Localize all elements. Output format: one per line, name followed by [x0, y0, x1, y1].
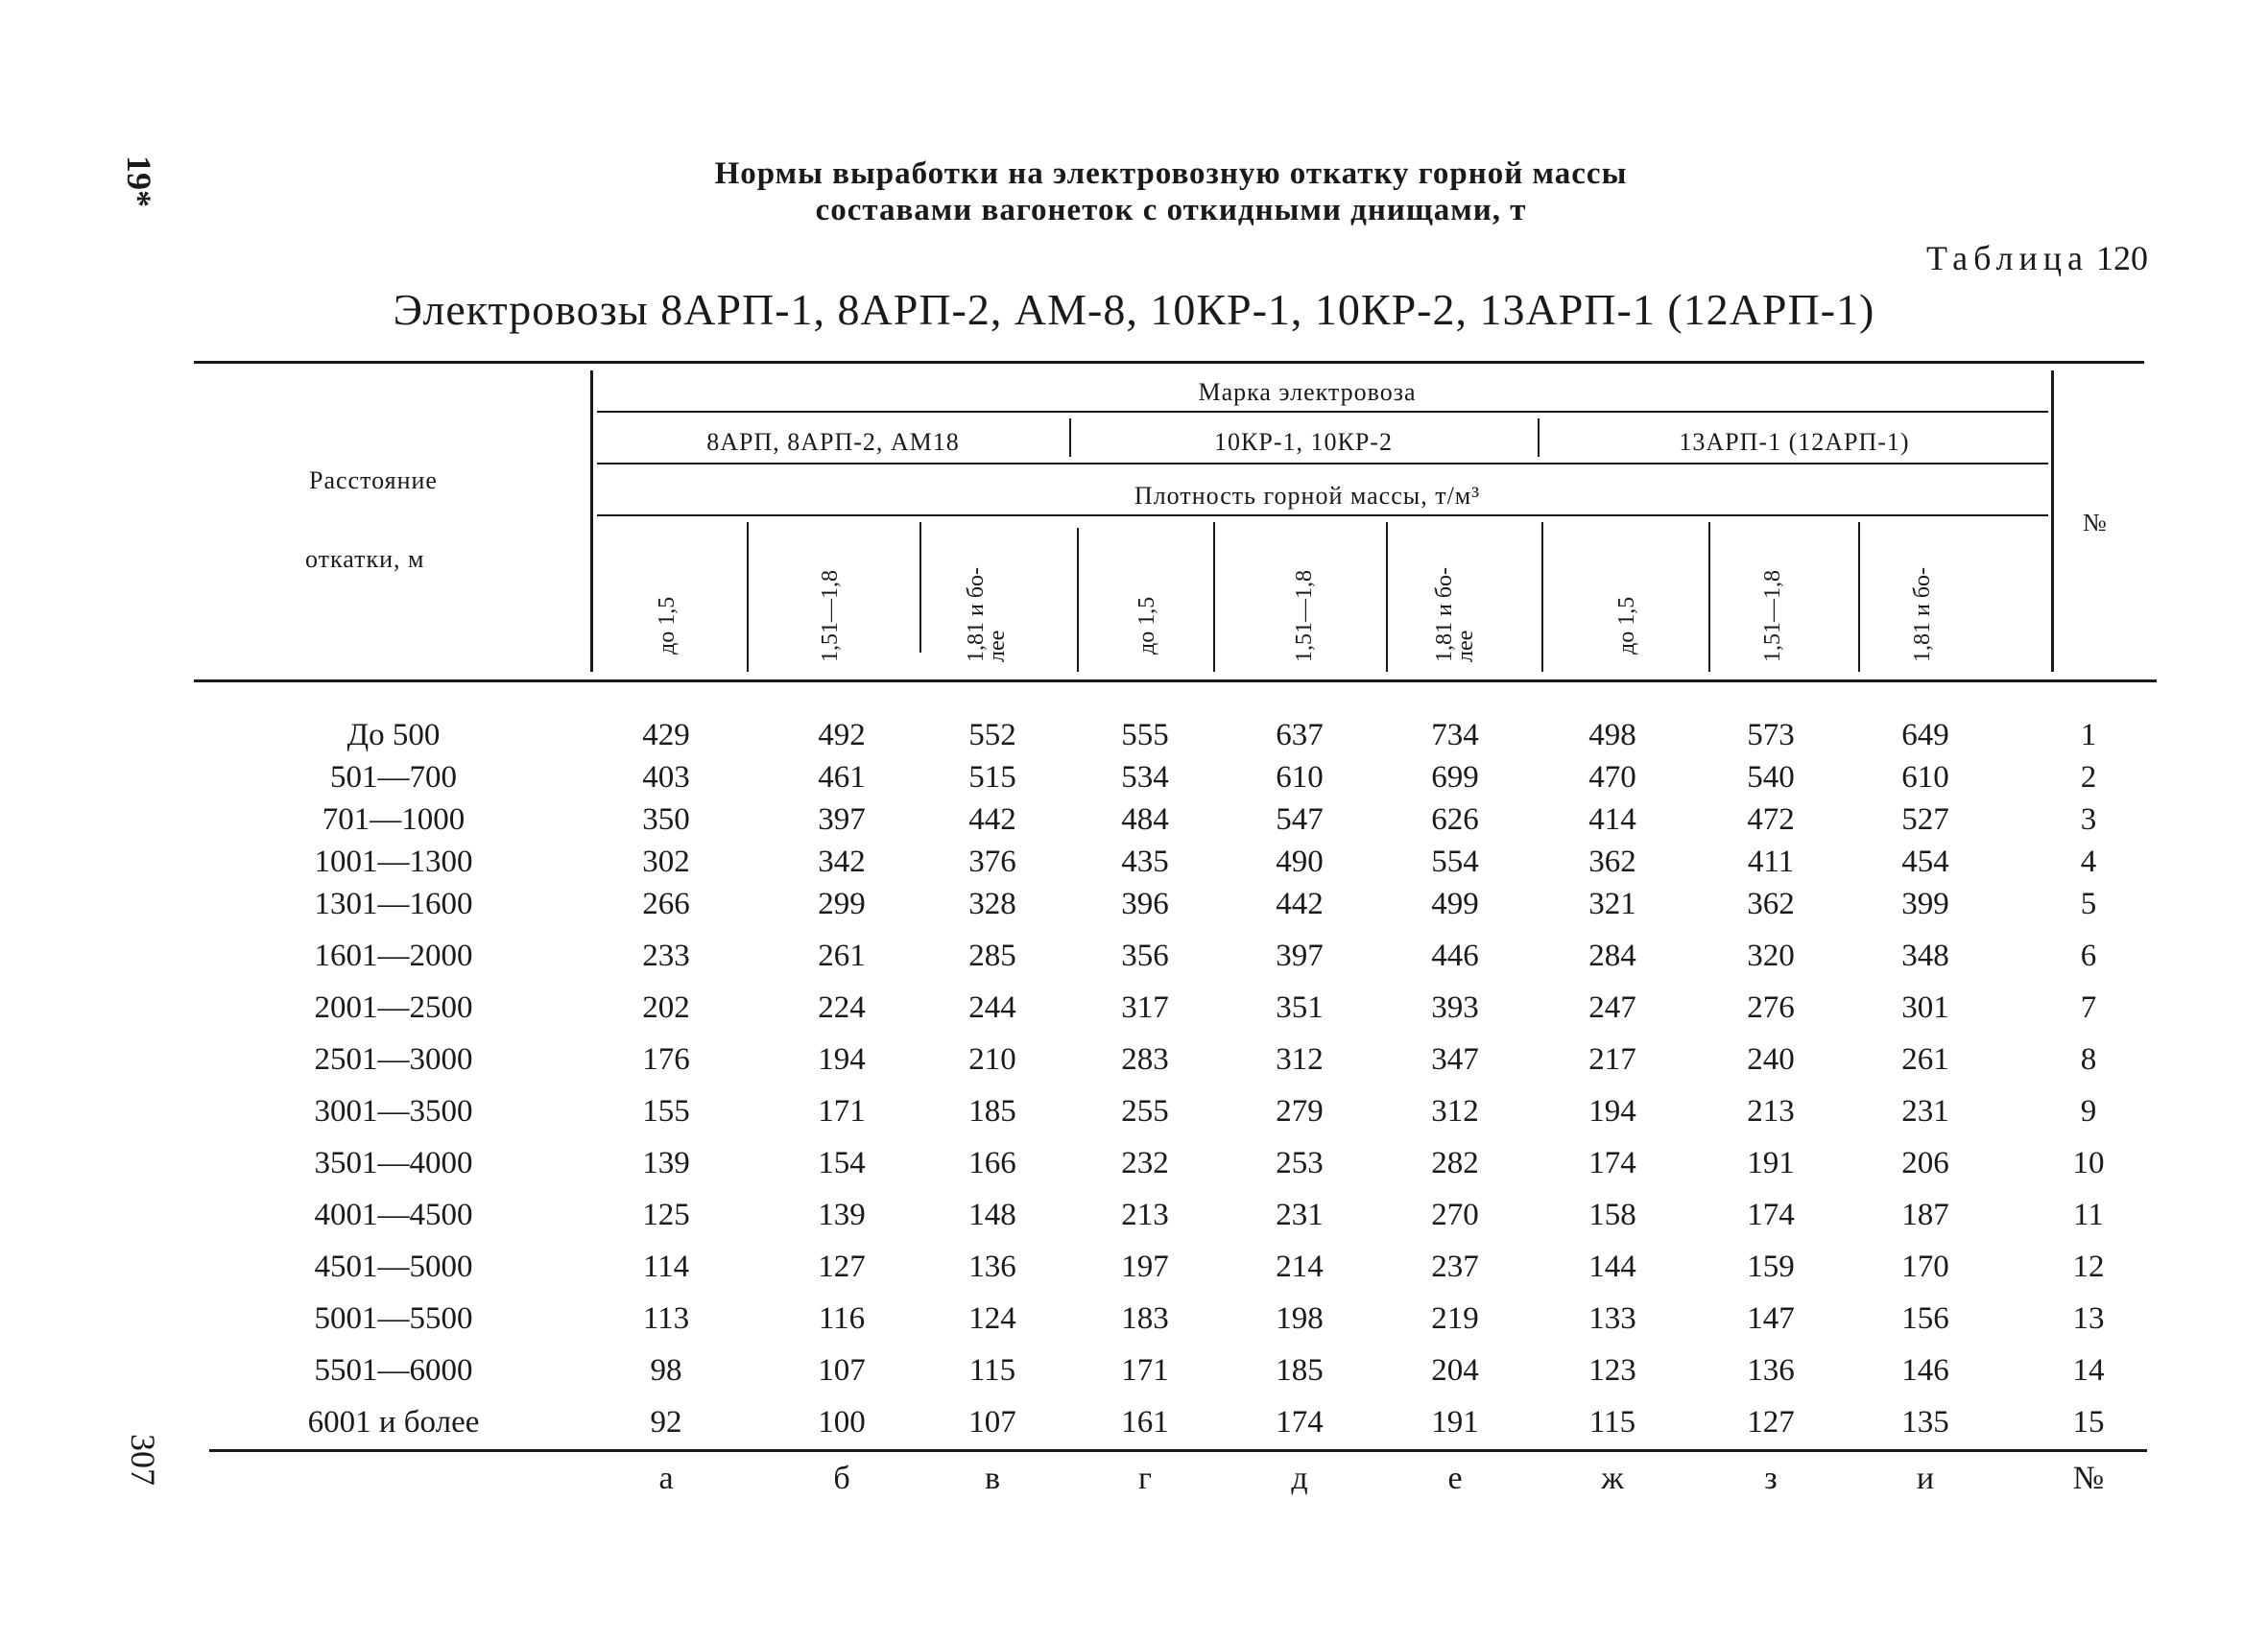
- row-value: 115: [968, 1353, 1016, 1388]
- row-value: 270: [1431, 1198, 1479, 1232]
- vrule-right: [2051, 370, 2054, 672]
- row-value: 171: [1121, 1353, 1169, 1388]
- row-value: 461: [818, 760, 866, 795]
- row-value: 232: [1121, 1146, 1169, 1180]
- row-value: 253: [1276, 1146, 1324, 1180]
- row-number: 10: [2072, 1146, 2105, 1180]
- row-number: 12: [2072, 1250, 2105, 1284]
- row-value: 446: [1431, 939, 1479, 973]
- row-value: 217: [1588, 1042, 1636, 1077]
- table-row: [0, 939, 2268, 977]
- page-heading-line1: Нормы выработки на электровозную откатку горной массы: [714, 156, 1628, 191]
- row-distance: 4001—4500: [314, 1198, 473, 1232]
- row-value: 146: [1901, 1353, 1949, 1388]
- row-value: 174: [1588, 1146, 1636, 1180]
- row-value: 312: [1276, 1042, 1324, 1077]
- row-value: 148: [968, 1198, 1016, 1232]
- row-distance: 4501—5000: [314, 1250, 473, 1284]
- vrule-sub-5: [1386, 522, 1388, 672]
- rule-brand: [597, 411, 2048, 413]
- row-value: 301: [1901, 990, 1949, 1025]
- table-row: [0, 845, 2268, 883]
- row-value: 187: [1901, 1198, 1949, 1232]
- col-g-label: до 1,5: [1614, 596, 1639, 655]
- row-value: 191: [1431, 1405, 1479, 1440]
- table-row: [0, 1250, 2268, 1288]
- col-b-label: 1,51—1,8: [818, 570, 843, 662]
- table-row: [0, 1301, 2268, 1340]
- row-value: 276: [1747, 990, 1795, 1025]
- row-value: 350: [642, 802, 690, 837]
- table-label-text: Таблица: [1926, 239, 2089, 277]
- row-value: 261: [1901, 1042, 1949, 1077]
- vrule-left: [590, 370, 593, 672]
- footer-column-label: з: [1764, 1461, 1778, 1496]
- row-distance: 2001—2500: [314, 990, 473, 1025]
- row-value: 247: [1588, 990, 1636, 1025]
- row-value: 283: [1121, 1042, 1169, 1077]
- row-value: 351: [1276, 990, 1324, 1025]
- row-value: 328: [968, 887, 1016, 921]
- table-row: [0, 1146, 2268, 1184]
- table-row: [0, 990, 2268, 1029]
- row-value: 321: [1588, 887, 1636, 921]
- row-value: 92: [650, 1405, 682, 1440]
- row-number: 2: [2080, 760, 2097, 795]
- row-value: 219: [1431, 1301, 1479, 1336]
- table-row: [0, 1353, 2268, 1392]
- footer-column-label: и: [1916, 1461, 1935, 1496]
- row-value: 237: [1431, 1250, 1479, 1284]
- row-value: 397: [818, 802, 866, 837]
- row-value: 527: [1901, 802, 1949, 837]
- row-value: 442: [1276, 887, 1324, 921]
- table-number: 120: [2096, 239, 2148, 277]
- row-value: 213: [1121, 1198, 1169, 1232]
- row-value: 206: [1901, 1146, 1949, 1180]
- row-value: 490: [1276, 845, 1324, 879]
- row-value: 231: [1901, 1094, 1949, 1129]
- page-heading-line2: составами вагонеток с откидными днищами, т: [815, 193, 1527, 227]
- row-number: 11: [2073, 1198, 2104, 1232]
- row-number: 14: [2072, 1353, 2105, 1388]
- row-value: 492: [818, 718, 866, 752]
- row-distance: 3001—3500: [314, 1094, 473, 1129]
- row-distance: 5001—5500: [314, 1301, 473, 1336]
- table-row: [0, 802, 2268, 841]
- col-d-label: до 1,5: [1134, 596, 1159, 655]
- row-distance: 1601—2000: [314, 939, 473, 973]
- header-distance-line2: откатки, м: [305, 545, 425, 573]
- row-value: 136: [968, 1250, 1016, 1284]
- footer-column-label: д: [1291, 1461, 1308, 1496]
- row-value: 261: [818, 939, 866, 973]
- col-f-label-line1: 1,81 и бо-: [1432, 566, 1457, 662]
- row-value: 98: [650, 1353, 682, 1388]
- table-row: [0, 1198, 2268, 1236]
- row-value: 197: [1121, 1250, 1169, 1284]
- row-value: 302: [642, 845, 690, 879]
- row-value: 320: [1747, 939, 1795, 973]
- header-group-2: 10КР-1, 10КР-2: [1214, 428, 1393, 456]
- row-value: 515: [968, 760, 1016, 795]
- row-distance: 1301—1600: [314, 887, 473, 921]
- rule-header-bottom: [194, 679, 2157, 682]
- row-value: 158: [1588, 1198, 1636, 1232]
- row-distance: 6001 и более: [307, 1405, 480, 1440]
- row-value: 555: [1121, 718, 1169, 752]
- row-value: 159: [1747, 1250, 1795, 1284]
- rule-density: [597, 514, 2048, 516]
- row-value: 139: [642, 1146, 690, 1180]
- row-value: 123: [1588, 1353, 1636, 1388]
- row-value: 139: [818, 1198, 866, 1232]
- row-value: 414: [1588, 802, 1636, 837]
- row-value: 393: [1431, 990, 1479, 1025]
- row-value: 429: [642, 718, 690, 752]
- header-density: Плотность горной массы, т/м³: [1134, 482, 1481, 510]
- row-number: 9: [2080, 1094, 2097, 1129]
- row-value: 174: [1747, 1198, 1795, 1232]
- row-value: 626: [1431, 802, 1479, 837]
- row-value: 610: [1901, 760, 1949, 795]
- table-subtitle: Электровозы 8АРП-1, 8АРП-2, АМ-8, 10КР-1, 10КР-2, 13АРП-1 (12АРП-1): [393, 285, 1875, 334]
- row-number: 5: [2080, 887, 2097, 921]
- row-number: 4: [2080, 845, 2097, 879]
- row-value: 312: [1431, 1094, 1479, 1129]
- row-value: 136: [1747, 1353, 1795, 1388]
- row-value: 127: [1747, 1405, 1795, 1440]
- row-value: 107: [968, 1405, 1016, 1440]
- rule-body-bottom: [209, 1449, 2147, 1452]
- row-value: 204: [1431, 1353, 1479, 1388]
- row-value: 554: [1431, 845, 1479, 879]
- row-value: 125: [642, 1198, 690, 1232]
- row-value: 198: [1276, 1301, 1324, 1336]
- row-value: 348: [1901, 939, 1949, 973]
- row-number: 3: [2080, 802, 2097, 837]
- vrule-sub-1: [747, 522, 749, 672]
- footer-column-label: №: [2072, 1461, 2105, 1496]
- vrule-sub-7: [1708, 522, 1710, 672]
- row-value: 411: [1747, 845, 1795, 879]
- row-value: 185: [1276, 1353, 1324, 1388]
- row-value: 100: [818, 1405, 866, 1440]
- row-value: 266: [642, 887, 690, 921]
- header-no: №: [2083, 509, 2108, 536]
- row-value: 397: [1276, 939, 1324, 973]
- footer-column-label: ж: [1601, 1461, 1624, 1496]
- header-brand: Марка электровоза: [1198, 378, 1417, 406]
- footer-column-label: а: [658, 1461, 674, 1496]
- row-value: 470: [1588, 760, 1636, 795]
- col-a-label: до 1,5: [655, 596, 680, 655]
- row-distance: 2501—3000: [314, 1042, 473, 1077]
- row-value: 649: [1901, 718, 1949, 752]
- row-value: 240: [1747, 1042, 1795, 1077]
- row-value: 170: [1901, 1250, 1949, 1284]
- row-value: 442: [968, 802, 1016, 837]
- row-value: 147: [1747, 1301, 1795, 1336]
- row-value: 194: [1588, 1094, 1636, 1129]
- row-value: 171: [818, 1094, 866, 1129]
- header-group-1: 8АРП, 8АРП-2, АМ18: [706, 428, 960, 456]
- row-value: 156: [1901, 1301, 1949, 1336]
- col-e-label: 1,51—1,8: [1292, 570, 1317, 662]
- row-value: 540: [1747, 760, 1795, 795]
- row-value: 113: [642, 1301, 690, 1336]
- row-value: 202: [642, 990, 690, 1025]
- row-value: 155: [642, 1094, 690, 1129]
- table-row: [0, 760, 2268, 798]
- row-value: 347: [1431, 1042, 1479, 1077]
- col-i-label: 1,81 и бо-: [1910, 566, 1935, 662]
- row-value: 161: [1121, 1405, 1169, 1440]
- row-value: 115: [1588, 1405, 1636, 1440]
- row-value: 362: [1588, 845, 1636, 879]
- row-value: 185: [968, 1094, 1016, 1129]
- row-value: 255: [1121, 1094, 1169, 1129]
- rule-top: [194, 361, 2144, 364]
- row-value: 176: [642, 1042, 690, 1077]
- row-value: 244: [968, 990, 1016, 1025]
- row-value: 124: [968, 1301, 1016, 1336]
- row-distance: 701—1000: [322, 802, 466, 837]
- rule-groups: [597, 463, 2048, 464]
- col-h-label: 1,51—1,8: [1760, 570, 1785, 662]
- row-value: 552: [968, 718, 1016, 752]
- page-signature-mark: 19*: [120, 155, 158, 207]
- vrule-sub-4: [1213, 522, 1215, 672]
- row-value: 734: [1431, 718, 1479, 752]
- page-number: 307: [124, 1434, 162, 1486]
- row-value: 399: [1901, 887, 1949, 921]
- row-value: 342: [818, 845, 866, 879]
- row-value: 174: [1276, 1405, 1324, 1440]
- row-value: 573: [1747, 718, 1795, 752]
- col-c-label-line1: 1,81 и бо-: [964, 566, 989, 662]
- col-c-label: [966, 567, 1008, 662]
- row-value: 224: [818, 990, 866, 1025]
- table-row: [0, 1042, 2268, 1081]
- row-value: 499: [1431, 887, 1479, 921]
- row-number: 8: [2080, 1042, 2097, 1077]
- footer-column-label: г: [1138, 1461, 1152, 1496]
- row-value: 299: [818, 887, 866, 921]
- row-value: 498: [1588, 718, 1636, 752]
- table-row: [0, 1094, 2268, 1132]
- row-value: 637: [1276, 718, 1324, 752]
- row-value: 484: [1121, 802, 1169, 837]
- footer-column-label: в: [984, 1461, 1001, 1496]
- row-value: 213: [1747, 1094, 1795, 1129]
- row-value: 285: [968, 939, 1016, 973]
- row-value: 154: [818, 1146, 866, 1180]
- vrule-sub-6: [1541, 522, 1543, 672]
- row-value: 210: [968, 1042, 1016, 1077]
- row-value: 284: [1588, 939, 1636, 973]
- row-value: 191: [1747, 1146, 1795, 1180]
- row-value: 356: [1121, 939, 1169, 973]
- row-value: 114: [642, 1250, 690, 1284]
- row-distance: 1001—1300: [314, 845, 473, 879]
- row-value: 231: [1276, 1198, 1324, 1232]
- row-value: 279: [1276, 1094, 1324, 1129]
- vrule-sub-3: [1077, 528, 1079, 672]
- row-value: 317: [1121, 990, 1169, 1025]
- row-number: 1: [2080, 718, 2097, 752]
- table-row: [0, 718, 2268, 756]
- row-distance: 501—700: [330, 760, 457, 795]
- row-distance: До 500: [346, 718, 441, 752]
- table-row: [0, 887, 2268, 925]
- row-value: 435: [1121, 845, 1169, 879]
- row-value: 282: [1431, 1146, 1479, 1180]
- row-number: 7: [2080, 990, 2097, 1025]
- row-value: 376: [968, 845, 1016, 879]
- row-number: 15: [2072, 1405, 2105, 1440]
- table-label: [1926, 238, 2148, 278]
- row-value: 699: [1431, 760, 1479, 795]
- table-row: [0, 1405, 2268, 1443]
- row-value: 214: [1276, 1250, 1324, 1284]
- col-f-label: [1434, 567, 1476, 662]
- row-value: 135: [1901, 1405, 1949, 1440]
- row-value: 547: [1276, 802, 1324, 837]
- row-value: 144: [1588, 1250, 1636, 1284]
- row-distance: 5501—6000: [314, 1353, 473, 1388]
- row-value: 534: [1121, 760, 1169, 795]
- row-value: 166: [968, 1146, 1016, 1180]
- row-value: 183: [1121, 1301, 1169, 1336]
- row-number: 6: [2080, 939, 2097, 973]
- row-value: 396: [1121, 887, 1169, 921]
- row-value: 472: [1747, 802, 1795, 837]
- footer-column-label: б: [833, 1461, 850, 1496]
- vrule-sub-8: [1858, 522, 1860, 672]
- row-value: 107: [818, 1353, 866, 1388]
- row-value: 116: [818, 1301, 866, 1336]
- col-c-label-line2: лее: [985, 630, 1010, 662]
- row-value: 403: [642, 760, 690, 795]
- col-f-label-line2: лее: [1453, 630, 1478, 662]
- header-group-3: 13АРП-1 (12АРП-1): [1679, 428, 1910, 456]
- header-distance-line1: Расстояние: [309, 466, 438, 494]
- row-value: 454: [1901, 845, 1949, 879]
- row-value: 194: [818, 1042, 866, 1077]
- row-value: 362: [1747, 887, 1795, 921]
- row-value: 233: [642, 939, 690, 973]
- row-number: 13: [2072, 1301, 2105, 1336]
- row-distance: 3501—4000: [314, 1146, 473, 1180]
- footer-column-label: е: [1447, 1461, 1463, 1496]
- row-value: 610: [1276, 760, 1324, 795]
- vrule-sub-2: [919, 522, 921, 653]
- row-value: 127: [818, 1250, 866, 1284]
- row-value: 133: [1588, 1301, 1636, 1336]
